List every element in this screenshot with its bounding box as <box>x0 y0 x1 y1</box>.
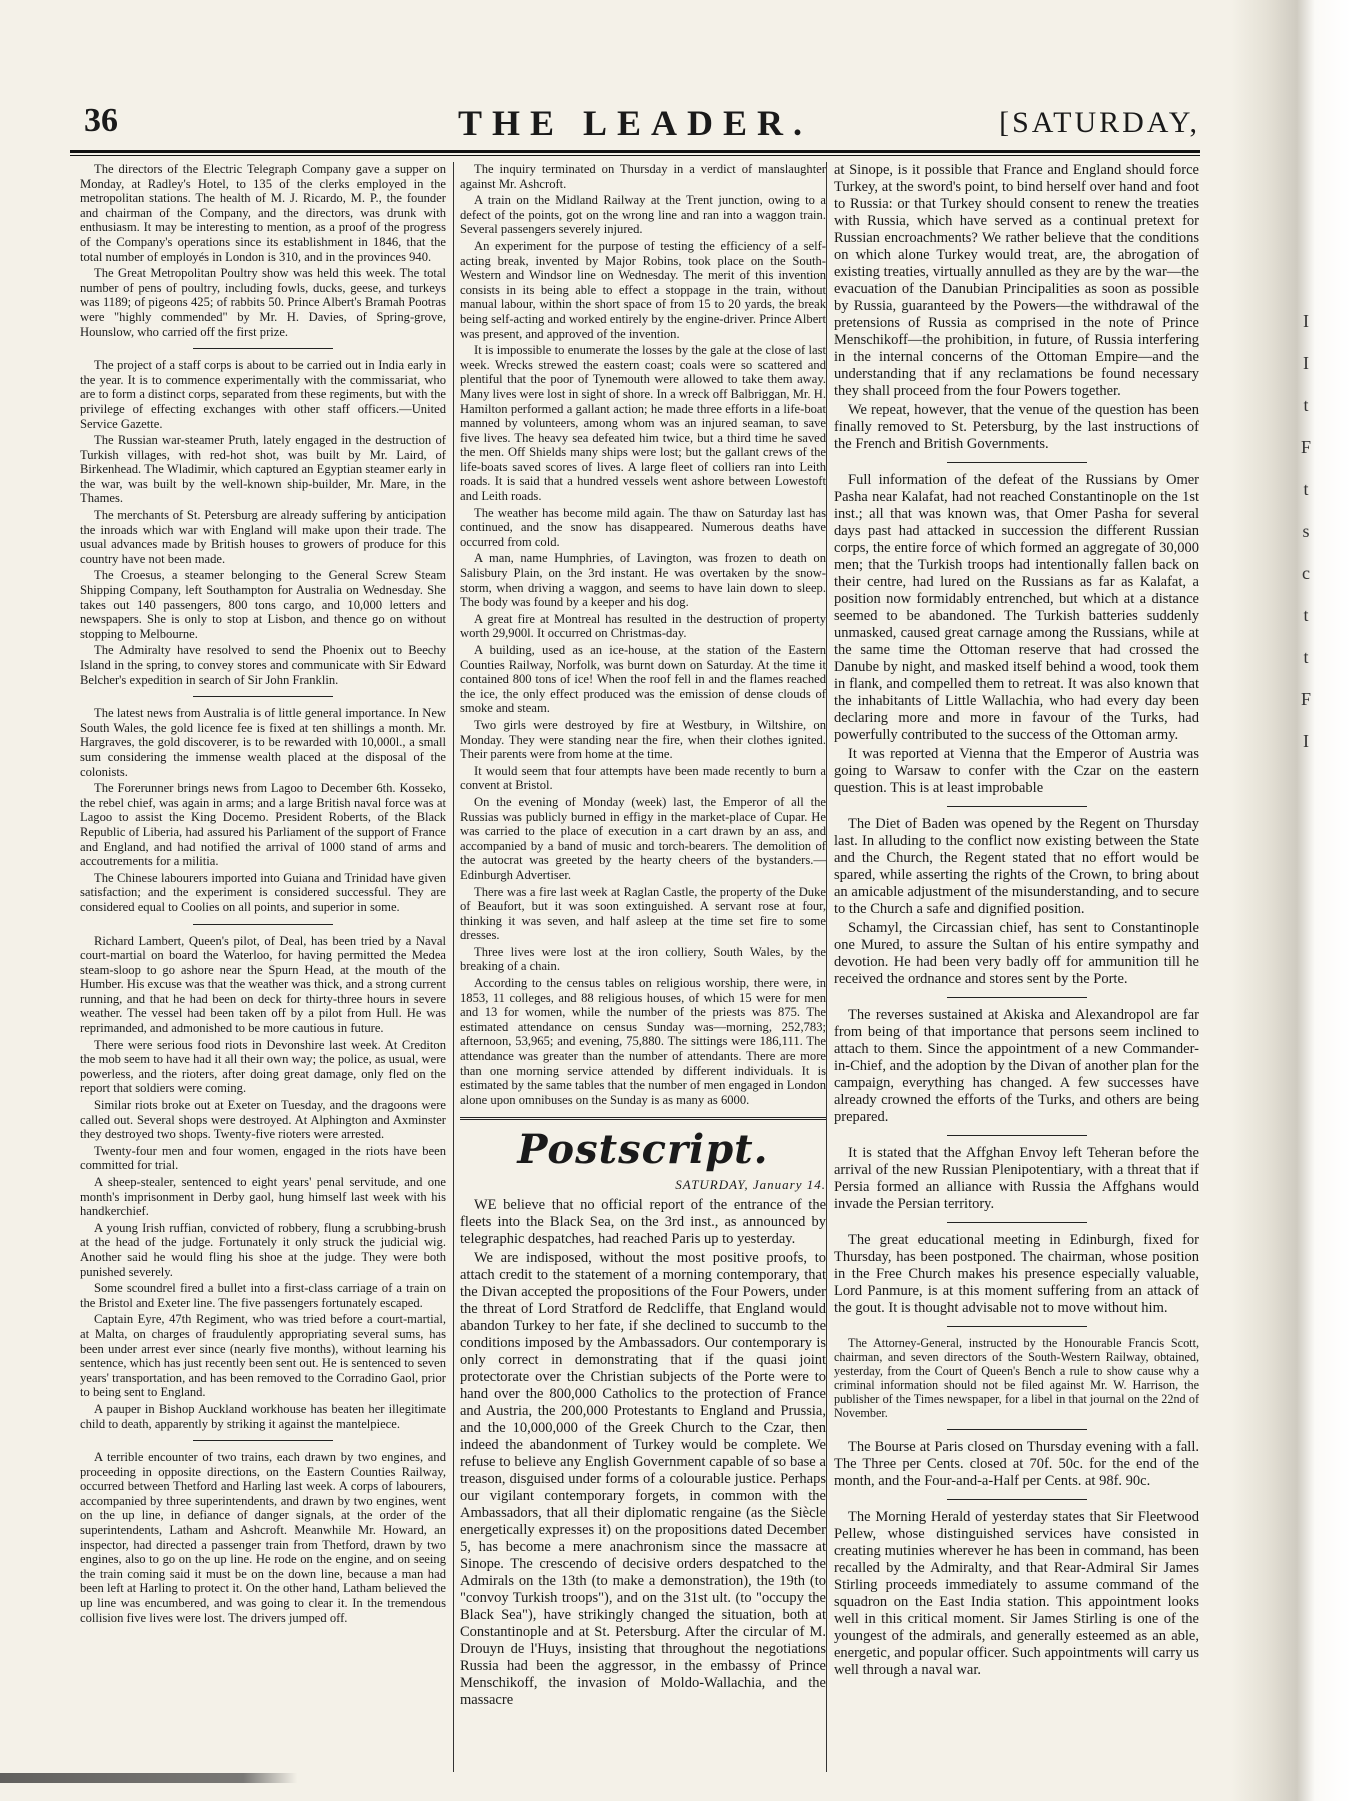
article-paragraph: The Great Metropolitan Poultry show was held this week. The total number of pens of poultry, including fowls, ducks, geese, and turkeys was 1189; of pigeons 425; of rabbits 50. Prince Albert's Bramah Pootras were "highly commended" by Mr. H. Davies, of Spring-grove, Hounslow, who carried off the first prize. <box>80 266 446 339</box>
column-rule <box>453 162 454 1772</box>
article-paragraph: There was a fire last week at Raglan Castle, the property of the Duke of Beaufort, but it was soon extinguished. A servant rose at four, thinking it was seven, and half asleep at the time set fire to some dresses. <box>460 884 826 943</box>
article-paragraph: The Croesus, a steamer belonging to the General Screw Steam Shipping Company, left Southampton for Australia on Wednesday. She takes out 140 passengers, 800 tons cargo, and 10,000 letters and newspapers. She is only to stop at Lisbon, and thence go on without stopping to Melbourne. <box>80 568 446 641</box>
section-divider <box>193 924 333 925</box>
article-paragraph: The reverses sustained at Akiska and Alexandropol are far from being of that importance that persons seem inclined to attach to them. Since the appointment of a new Commander-in-Chief, and the adoption by the Divan of another plan for the campaign, everything has changed. A few successes have already crowned the efforts of the Turks, and others are being prepared. <box>834 1007 1199 1125</box>
facing-page-edge <box>1231 0 1351 1801</box>
postscript-paragraph: We are indisposed, without the most positive proofs, to attach credit to the statement of a morning contemporary, that the Divan accepted the propositions of the Four Powers, under the threat of Lord Stratford de Redcliffe, that England would abandon Turkey to her fate, if she declined to succumb to the conditions imposed by the Ambassadors. Our contemporary is only correct in demonstrating that if the quasi joint protectorate over the Christian subjects of the Porte were to hand over the 800,000 Catholics to the protection of France and Austria, the 200,000 Protestants to England and Prussia, and the 10,000,000 of the Greek Church to the Czar, then indeed the abandonment of Turkey would be complete. We refuse to believe any English Government capable of so base a treason, disguised under forms of a colourable justice. Perhaps our vigilant contemporary forgets, in common with the Ambassadors, that all their diplomatic rengaine (as the Siècle energetically expresses it) on the propositions dated December 5, has become a mere anachronism since the massacre at Sinope. The crescendo of decisive orders despatched to the Admirals on the 13th (to make a demonstration), the 19th (to "convoy Turkish troops"), and on the 31st ult. (to "occupy the Black Sea"), have strikingly changed the situation, both at Constantinople and at St. Petersburg. After the circular of M. Drouyn de l'Huys, insisting that throughout the negotiations Russia had been the aggressor, in the embassy of Prince Menschikoff, the invasion of Moldo-Wallachia, and the massacre <box>460 1250 826 1708</box>
article-paragraph: Some scoundrel fired a bullet into a first-class carriage of a train on the Bristol and Exeter line. The five passengers fortunately escaped. <box>80 1281 446 1310</box>
article-paragraph: The latest news from Australia is of little general importance. In New South Wales, the gold licence fee is fixed at ten shillings a month. Mr. Hargraves, the gold discoverer, is to be rewarded with 10,000l., a small sum considering the immense wealth placed at the disposal of the colonists. <box>80 706 446 779</box>
edge-letter: t <box>1303 479 1309 499</box>
article-paragraph: It is stated that the Affghan Envoy left Teheran before the arrival of the new Russian Plenipotentiary, with a threat that if Persia formed an alliance with Russia the Affghans would invade the Persian territory. <box>834 1145 1199 1212</box>
edge-letter: I <box>1303 353 1309 373</box>
edge-letter: t <box>1303 395 1309 415</box>
article-paragraph: Similar riots broke out at Exeter on Tuesday, and the dragoons were called out. Several shops were destroyed. At Alphington and Axminster they destroyed two shops. Twenty-five rioters were arrested. <box>80 1098 446 1142</box>
article-paragraph: The Bourse at Paris closed on Thursday evening with a fall. The Three per Cents. closed at 70f. 50c. for the end of the month, and the Four-and-a-Half per Cents. at 98f. 90c. <box>834 1439 1199 1489</box>
section-divider <box>947 1326 1087 1327</box>
bottom-edge-smudge <box>0 1773 1351 1783</box>
page-number: 36 <box>84 102 118 139</box>
edge-letter: s <box>1302 521 1310 541</box>
edge-letter: F <box>1300 437 1311 457</box>
postscript-dateline: SATURDAY, January 14. <box>675 1177 826 1193</box>
edge-letter: c <box>1302 563 1310 583</box>
edge-letter: t <box>1303 647 1309 667</box>
article-paragraph: The Diet of Baden was opened by the Regent on Thursday last. In alluding to the conflict now existing between the State and the Church, the Regent stated that no effort would be spared, while asserting the rights of the Crown, to bring about an amicable adjustment of the misunderstanding, and to secure to the Church a safe and dignified position. <box>834 816 1199 917</box>
article-paragraph: The Chinese labourers imported into Guiana and Trinidad have given satisfaction; and the experiment is considered successful. They are considered equal to Coolies on all points, and superior in some. <box>80 870 446 914</box>
article-paragraph: A pauper in Bishop Auckland workhouse has beaten her illegitimate child to death, apparently by striking it against the mantelpiece. <box>80 1401 446 1431</box>
header-rule-thin <box>70 155 1200 156</box>
article-paragraph: According to the census tables on religious worship, there were, in 1853, 11 colleges, and 88 religious houses, of which 15 were for men and 13 for women, while the number of the priests was 875. The estimated attendance on census Sunday was—morning, 252,783; afternoon, 53,965; and evening, 75,880. The sittings were 186,111. The attendance was greater than the number of attendants. There are more than one morning service attended by different individuals. It is estimated by the same tables that the number of men engaged in London alone upon omnibuses on the Sunday is as many as 6000. <box>460 976 826 1107</box>
article-paragraph: Captain Eyre, 47th Regiment, who was tried before a court-martial, at Malta, on charges of fraudulently appropriating several sums, has been under arrest ever since (nearly five months), without learning his sentence, which has just recently been sent out. He is sentenced to seven years' transportation, and has been removed to the Corradino Gaol, prior to being sent to England. <box>80 1312 446 1400</box>
article-paragraph: There were serious food riots in Devonshire last week. At Crediton the mob seem to have had it all their own way; the police, as usual, were powerless, and the rioters, after doing great damage, only fled on the report that soldiers were coming. <box>80 1037 446 1096</box>
column-2 <box>460 162 826 1777</box>
article-paragraph: It is impossible to enumerate the losses by the gale at the close of last week. Wrecks strewed the eastern coast; coals were so scattered and plentiful that the poor of Tynemouth were allowed to take them away. Many lives were lost in sight of shore. In a wreck off Balbriggan, Mr. H. Hamilton performed a gallant action; he made three efforts in a life-boat manned by volunteers, among whom was an injured seaman, to save five lives. The heavy sea defeated him twice, but a third time he saved the men. Off Shields many ships were lost; but the gallant crews of the life-boats saved scores of lives. A large fleet of colliers ran into Leith roads. It is said that a hundred vessels went ashore between Lowestoft and Leith roads. <box>460 343 826 504</box>
postscript-rule <box>460 1117 826 1120</box>
postscript-heading: Postscript. <box>517 1126 769 1174</box>
article-paragraph: The Morning Herald of yesterday states that Sir Fleetwood Pellew, whose distinguished services have consisted in creating mutinies wherever he has been in command, has been recalled by the Admiralty, and that Rear-Admiral Sir James Stirling proceeds immediately to assume command of the squadron on the East India station. This appointment looks well in this critical moment. Sir James Stirling is one of the youngest of the admirals, and generally esteemed as an able, energetic, and popular officer. Such appointments will carry us well through a naval war. <box>834 1509 1199 1678</box>
column-1 <box>80 162 446 1777</box>
masthead <box>70 100 1200 148</box>
header-day: [SATURDAY, <box>999 106 1200 139</box>
section-divider <box>947 997 1087 998</box>
article-paragraph: Schamyl, the Circassian chief, has sent to Constantinople one Mured, to assure the Sultan of his entire sympathy and devotion. He had been very badly off for ammunition till he received the ordnance and stores sent by the Porte. <box>834 920 1199 987</box>
article-paragraph: The project of a staff corps is about to be carried out in India early in the year. It is to commence experimentally with the commissariat, who are to form a distinct corps, separated from these regiments, but with the privilege of effecting exchanges with other staff officers.—United Service Gazette. <box>80 358 446 431</box>
facing-page-letters <box>1291 300 1321 762</box>
article-paragraph: The Attorney-General, instructed by the Honourable Francis Scott, chairman, and seven directors of the South-Western Railway, obtained, yesterday, from the Court of Queen's Bench a rule to show cause why a criminal information should not be filed against Mr. W. Harrison, the publisher of the Times newspaper, for a libel in that journal on the 22nd of November. <box>834 1336 1199 1420</box>
article-paragraph: A terrible encounter of two trains, each drawn by two engines, and proceeding in opposite directions, on the Eastern Counties Railway, occurred between Thetford and Harling last week. A corps of labourers, accompanied by three superintendents, and drawn by two engines, went on the up line, in defiance of danger signals, at the order of the superintendents, Latham and Ashcroft. Meanwhile Mr. Howard, an inspector, had directed a passenger train from Thetford, drawn by two engines, also to go on the up line. He rode on the engine, and on seeing the train coming said it must be on the down line, because a man had been left at Harling to protect it. On the other hand, Latham believed the up line was encumbered, and was going to clear it. In the tremendous collision five lives were lost. The drivers jumped off. <box>80 1450 446 1625</box>
section-divider <box>193 348 333 349</box>
header-rule <box>70 150 1200 153</box>
article-paragraph: The merchants of St. Petersburg are already suffering by anticipation the inroads which war with England will make upon their trade. The usual advances made by British houses to growers of produce for this country have not been made. <box>80 508 446 566</box>
article-paragraph: The inquiry terminated on Thursday in a verdict of manslaughter against Mr. Ashcroft. <box>460 162 826 191</box>
article-paragraph: Full information of the defeat of the Russians by Omer Pasha near Kalafat, had not reached Constantinople on the 1st inst.; all that was known was, that Omer Pasha for several days past had attacked in succession the different Russian corps, the entire force of which formed an aggregate of 30,000 men; that the Turkish troops had intentionally fallen back on their centre, had lured on the Russians as far as Kalafat, a position now formidably entrenched, but which at a distance seemed to be abandoned. The Turkish batteries suddenly unmasked, caused great carnage among the Russians, while at the same time the Ottoman reserve that had crossed the Danube by night, and masked itself behind a wood, took them in flank, and compelled them to retreat. It was also known that the inhabitants of Little Wallachia, who had every day been declaring more and more in favour of the Turks, had powerfully contributed to the success of the Ottoman army. <box>834 472 1199 743</box>
article-paragraph: Twenty-four men and four women, engaged in the riots have been committed for trial. <box>80 1143 446 1173</box>
article-paragraph: The directors of the Electric Telegraph Company gave a supper on Monday, at Radley's Hotel, to 135 of the clerks employed in the metropolitan stations. The health of M. J. Ricardo, M. P., the founder and chairman of the Company, and the directors, was drunk with enthusiasm. It may be interesting to mention, as a proof of the progress of the Company's operations since its establishment in 1846, that the total number of employés in London is 310, and in the provinces 940. <box>80 162 446 264</box>
article-paragraph: It was reported at Vienna that the Emperor of Austria was going to Warsaw to confer with the Czar on the eastern question. This is at least improbable <box>834 746 1199 796</box>
article-paragraph: A building, used as an ice-house, at the station of the Eastern Counties Railway, Norfolk, was burnt down on Saturday. At the time it contained 800 tons of ice! When the roof fell in and the flames reached the ice, the only effect produced was the emission of dense clouds of smoke and steam. <box>460 643 826 716</box>
edge-letter: I <box>1303 731 1309 751</box>
article-paragraph: Two girls were destroyed by fire at Westbury, in Wiltshire, on Monday. They were standing near the fire, when their clothes ignited. Their parents were from home at the time. <box>460 717 826 762</box>
edge-letter: F <box>1300 689 1311 709</box>
article-paragraph: We repeat, however, that the venue of the question has been finally removed to St. Petersburg, by the last instructions of the French and British Governments. <box>834 402 1199 452</box>
article-paragraph: A young Irish ruffian, convicted of robbery, flung a scrubbing-brush at the head of the judge. Fortunately it only struck the judicial wig. Another said he would fling his shoe at the judge. They were both punished severely. <box>80 1220 446 1279</box>
postscript-paragraph: WE believe that no official report of the entrance of the fleets into the Black Sea, on the 3rd inst., as announced by telegraphic despatches, had reached Paris up to yesterday. <box>460 1197 826 1247</box>
section-divider <box>947 462 1087 463</box>
section-divider <box>947 1429 1087 1430</box>
article-paragraph: An experiment for the purpose of testing the efficiency of a self-acting break, invented by Major Robins, took place on the South-Western and Windsor line on Wednesday. The merit of this invention consists in its being able to effect a stoppage in the train, without manual labour, within the short space of from 15 to 20 yards, the break being self-acting and worked entirely by the engine-driver. Prince Albert was present, and approved of the invention. <box>460 238 826 341</box>
column-3 <box>834 162 1199 1777</box>
article-paragraph: The Admiralty have resolved to send the Phoenix out to Beechy Island in the spring, to convey stores and communicate with Sir Edward Belcher's expedition in search of Sir John Franklin. <box>80 643 446 687</box>
article-paragraph: On the evening of Monday (week) last, the Emperor of all the Russias was publicly burned in effigy in the market-place of Cupar. He was carried to the place of execution in a cart drawn by an ass, and accompanied by a band of music and torch-bearers. The demolition of the autocrat was greeted by the hearty cheers of the bystanders.—Edinburgh Advertiser. <box>460 794 826 882</box>
article-paragraph: A sheep-stealer, sentenced to eight years' penal servitude, and one month's imprisonment in Derby gaol, hung himself last week with his handkerchief. <box>80 1175 446 1219</box>
edge-letter: I <box>1303 311 1309 331</box>
article-paragraph: The weather has become mild again. The thaw on Saturday last has continued, and the snow has disappeared. Numerous deaths have occurred from cold. <box>460 505 826 549</box>
article-paragraph: Richard Lambert, Queen's pilot, of Deal, has been tried by a Naval court-martial on board the Waterloo, for having permitted the Medea steam-sloop to go ashore near the Spurn Head, at the mouth of the Humber. His excuse was that the weather was thick, and a strong current running, and that he had been on deck for thirty-three hours in severe weather. The vessel had been taken off by a pilot from Hull. He was reprimanded, and admonished to be more cautious in future. <box>80 933 446 1036</box>
article-paragraph: at Sinope, is it possible that France and England should force Turkey, at the sword's point, to bind herself over hand and foot to Russia: or that Turkey should consent to renew the treaties with Russia, which have served as a continual pretext for Russian encroachments? We rather believe that the conditions on which alone Turkey would treat, are, the abrogation of existing treaties, virtually annulled as they are by the war—the evacuation of the Danubian Principalities as soon as possible by Russia, guaranteed by the Powers—the withdrawal of the pretensions of Russia as comprised in the note of Prince Menschikoff—the prohibition, in future, of Russia interfering in the internal concerns of the Ottoman Empire—and the understanding that if any reclamations be found necessary they shall proceed from the four Powers together. <box>834 162 1199 399</box>
edge-letter: t <box>1303 605 1309 625</box>
article-paragraph: The great educational meeting in Edinburgh, fixed for Thursday, has been postponed. The chairman, whose position in the Free Church makes his presence especially valuable, Lord Panmure, is at this moment suffering from an attack of the gout. It is thought advisable not to move without him. <box>834 1232 1199 1316</box>
article-paragraph: The Russian war-steamer Pruth, lately engaged in the destruction of Turkish villages, with red-hot shot, was built by Mr. Laird, of Birkenhead. The Wladimir, which captured an Egyptian steamer early in the war, was built by the well-known ship-builder, Mr. Mare, in the Thames. <box>80 433 446 506</box>
section-divider <box>947 1222 1087 1223</box>
article-paragraph: The Forerunner brings news from Lagoo to December 6th. Kosseko, the rebel chief, was again in arms; and a large British naval force was at Lagoo to assist the King Docemo. President Roberts, of the Black Republic of Liberia, had assured his Parliament of the support of France and England, and had notified the arrival of 1000 stand of arms and accoutrements for a militia. <box>80 781 446 869</box>
article-paragraph: A great fire at Montreal has resulted in the destruction of property worth 29,900l. It occurred on Christmas-day. <box>460 611 826 641</box>
section-divider <box>947 806 1087 807</box>
article-paragraph: A train on the Midland Railway at the Trent junction, owing to a defect of the points, got on the wrong line and ran into a waggon train. Several passengers severely injured. <box>460 193 826 237</box>
section-divider <box>947 1135 1087 1136</box>
newspaper-title: THE LEADER. <box>457 103 813 143</box>
article-paragraph: It would seem that four attempts have been made recently to burn a convent at Bristol. <box>460 763 826 793</box>
article-paragraph: Three lives were lost at the iron colliery, South Wales, by the breaking of a chain. <box>460 944 826 974</box>
column-rule <box>826 162 827 1772</box>
section-divider <box>193 1440 333 1441</box>
section-divider <box>947 1499 1087 1500</box>
section-divider <box>193 696 333 697</box>
article-paragraph: A man, name Humphries, of Lavington, was frozen to death on Salisbury Plain, on the 3rd instant. He was overtaken by the snow-storm, when driving a waggon, and seems to have lain down to sleep. The body was found by a keeper and his dog. <box>460 551 826 610</box>
